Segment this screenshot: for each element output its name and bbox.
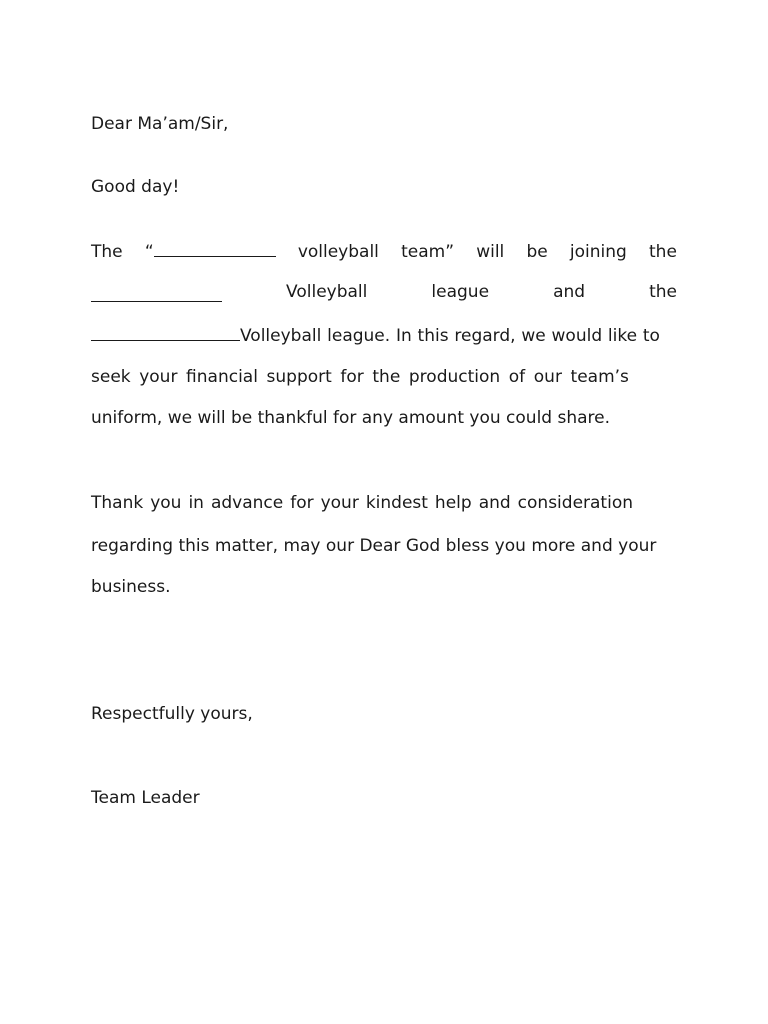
paragraph1-line3 (91, 324, 677, 346)
word: team” (401, 242, 455, 262)
word: the (649, 242, 677, 262)
word: league (431, 282, 490, 302)
paragraph2-line2: regarding this matter, may our Dear God bless you more and your (91, 536, 657, 556)
word: volleyball (297, 242, 379, 262)
word: be (526, 242, 548, 262)
closing: Respectfully yours, (91, 704, 253, 724)
paragraph1-line2 (91, 282, 677, 302)
signature: Team Leader (91, 788, 200, 808)
paragraph2-line1: Thank you in advance for your kindest help and consideration (91, 493, 633, 513)
paragraph1-line4: seek your financial support for the production of our team’s (91, 367, 629, 387)
paragraph1-line1 (91, 240, 677, 262)
salutation: Dear Ma’am/Sir, (91, 114, 229, 134)
word: will (476, 242, 505, 262)
league-name-blank-2 (91, 324, 240, 341)
paragraph1-line5: uniform, we will be thankful for any amount you could share. (91, 408, 611, 428)
greeting: Good day! (91, 177, 180, 197)
word: Volleyball (286, 282, 368, 302)
line-text: Volleyball league. In this regard, we would like to (240, 326, 660, 346)
word: and (553, 282, 586, 302)
paragraph2-line3: business. (91, 577, 171, 597)
word: The (91, 242, 123, 262)
word: joining (569, 242, 627, 262)
team-name-blank-group (145, 240, 276, 262)
word: the (649, 282, 677, 302)
league-name-blank-1 (91, 285, 222, 302)
team-name-blank (154, 240, 276, 257)
open-quote: “ (144, 242, 154, 262)
